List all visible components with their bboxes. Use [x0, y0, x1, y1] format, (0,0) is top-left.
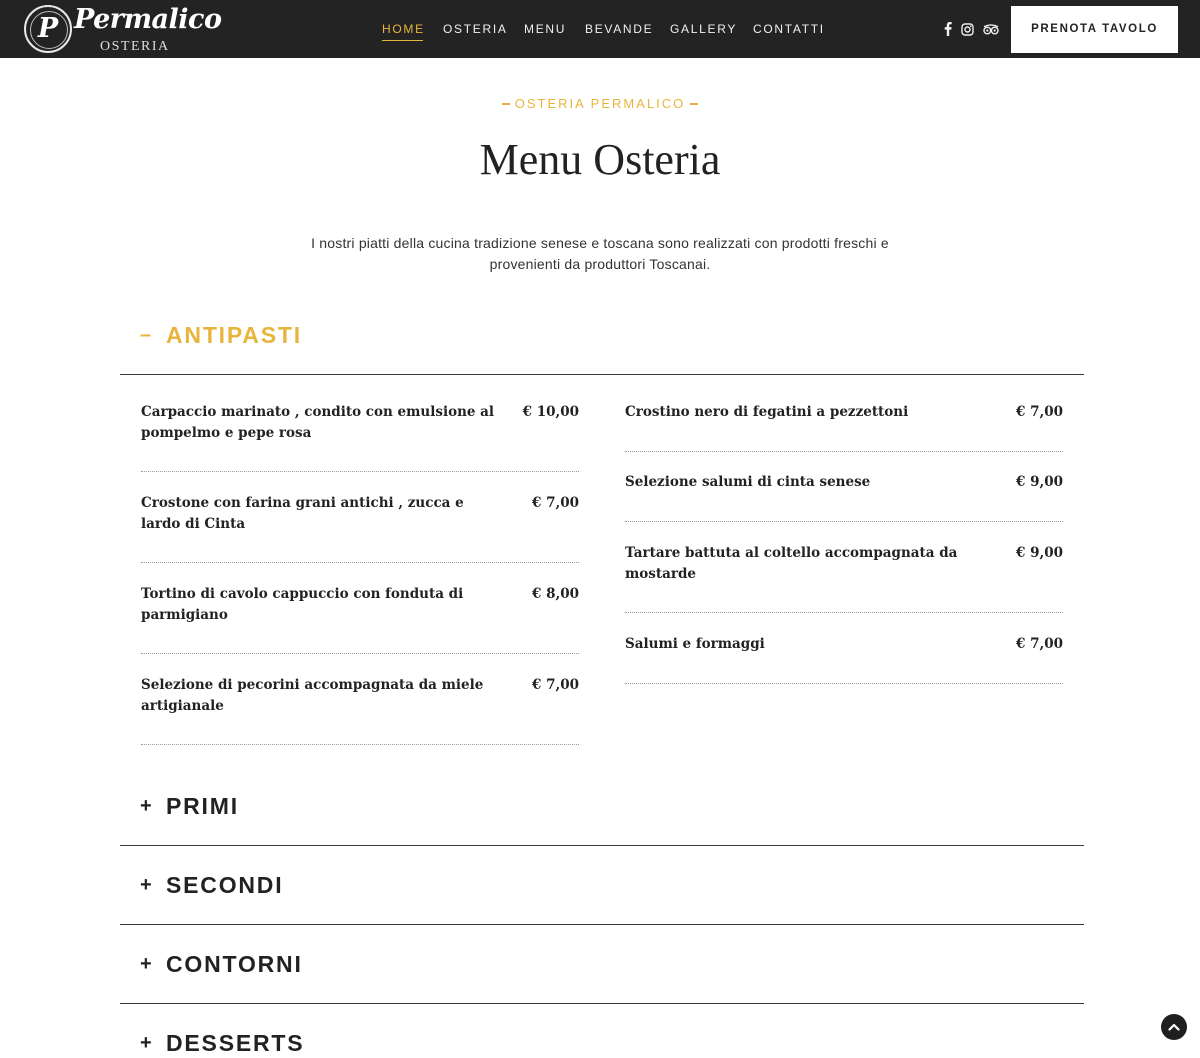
item-price: € 7,00 [1016, 636, 1063, 652]
book-table-button[interactable]: PRENOTA TAVOLO [1011, 6, 1178, 53]
item-name: Tortino di cavolo cappuccio con fonduta di parmigiano [141, 586, 464, 623]
accordion-title: DESSERTS [166, 1029, 305, 1056]
item-separator [625, 521, 1063, 522]
nav-active-underline [382, 40, 423, 41]
eyebrow-dash-left [502, 103, 510, 105]
collapse-icon: – [140, 323, 152, 346]
item-separator [141, 653, 579, 654]
item-price: € 8,00 [532, 586, 579, 602]
item-name: Tartare battuta al coltello accompagnata da mostarde [625, 545, 958, 582]
logo[interactable] [24, 4, 222, 54]
chevron-up-icon [1168, 1023, 1180, 1031]
item-separator [141, 744, 579, 745]
item-name: Carpaccio marinato , condito con emulsione al pompelmo e pepe rosa [141, 404, 495, 441]
nav-contatti[interactable]: CONTATTI [753, 22, 825, 36]
item-name: Crostone con farina grani antichi , zucca e lardo di Cinta [141, 495, 464, 532]
item-name: Selezione salumi di cinta senese [625, 474, 871, 490]
item-price: € 10,00 [522, 404, 579, 420]
accordion-contorni[interactable] [140, 949, 303, 979]
expand-icon: + [140, 1031, 152, 1054]
logo-name: Permalico [74, 4, 222, 35]
item-price: € 9,00 [1016, 545, 1063, 561]
facebook-icon[interactable] [940, 20, 956, 38]
accordion-divider [120, 374, 1084, 375]
accordion-title: SECONDI [166, 871, 284, 898]
logo-seal-letter: P [37, 13, 59, 44]
accordion-title: PRIMI [166, 792, 239, 819]
expand-icon: + [140, 873, 152, 896]
item-price: € 7,00 [532, 495, 579, 511]
eyebrow [0, 96, 1200, 111]
logo-subtitle: OSTERIA [100, 39, 170, 54]
item-separator [141, 471, 579, 472]
eyebrow-text: OSTERIA PERMALICO [514, 96, 686, 111]
accordion-divider [120, 924, 1084, 925]
nav-menu[interactable]: MENU [524, 22, 567, 36]
item-separator [625, 612, 1063, 613]
nav-bevande[interactable]: BEVANDE [585, 22, 654, 36]
nav-osteria[interactable]: OSTERIA [443, 22, 508, 36]
expand-icon: + [140, 952, 152, 975]
item-price: € 7,00 [1016, 404, 1063, 420]
item-name: Crostino nero di fegatini a pezzettoni [625, 404, 909, 420]
intro-text: I nostri piatti della cucina tradizione senese e toscana sono realizzati con prodotti freschi e provenienti da produttori Toscanai. [311, 235, 889, 272]
scroll-to-top-button[interactable] [1161, 1014, 1187, 1040]
tripadvisor-icon[interactable] [982, 20, 1000, 38]
accordion-divider [120, 1003, 1084, 1004]
item-name: Salumi e formaggi [625, 636, 765, 652]
item-separator [625, 451, 1063, 452]
item-price: € 9,00 [1016, 474, 1063, 490]
accordion-antipasti[interactable] [140, 320, 302, 350]
accordion-primi[interactable] [140, 791, 239, 821]
page-title: Menu Osteria [479, 135, 721, 184]
nav-gallery[interactable]: GALLERY [670, 22, 738, 36]
item-separator [141, 562, 579, 563]
instagram-icon[interactable] [959, 20, 975, 38]
item-separator [625, 683, 1063, 684]
item-price: € 7,00 [532, 677, 579, 693]
accordion-title: CONTORNI [166, 950, 303, 977]
accordion-title: ANTIPASTI [166, 321, 302, 348]
logo-seal [24, 5, 72, 53]
accordion-desserts[interactable] [140, 1028, 304, 1058]
site-header [0, 0, 1200, 58]
item-name: Selezione di pecorini accompagnata da miele artigianale [141, 677, 484, 714]
expand-icon: + [140, 794, 152, 817]
accordion-divider [120, 845, 1084, 846]
eyebrow-dash-right [690, 103, 698, 105]
accordion-secondi[interactable] [140, 870, 283, 900]
nav-home[interactable]: HOME [382, 22, 425, 36]
